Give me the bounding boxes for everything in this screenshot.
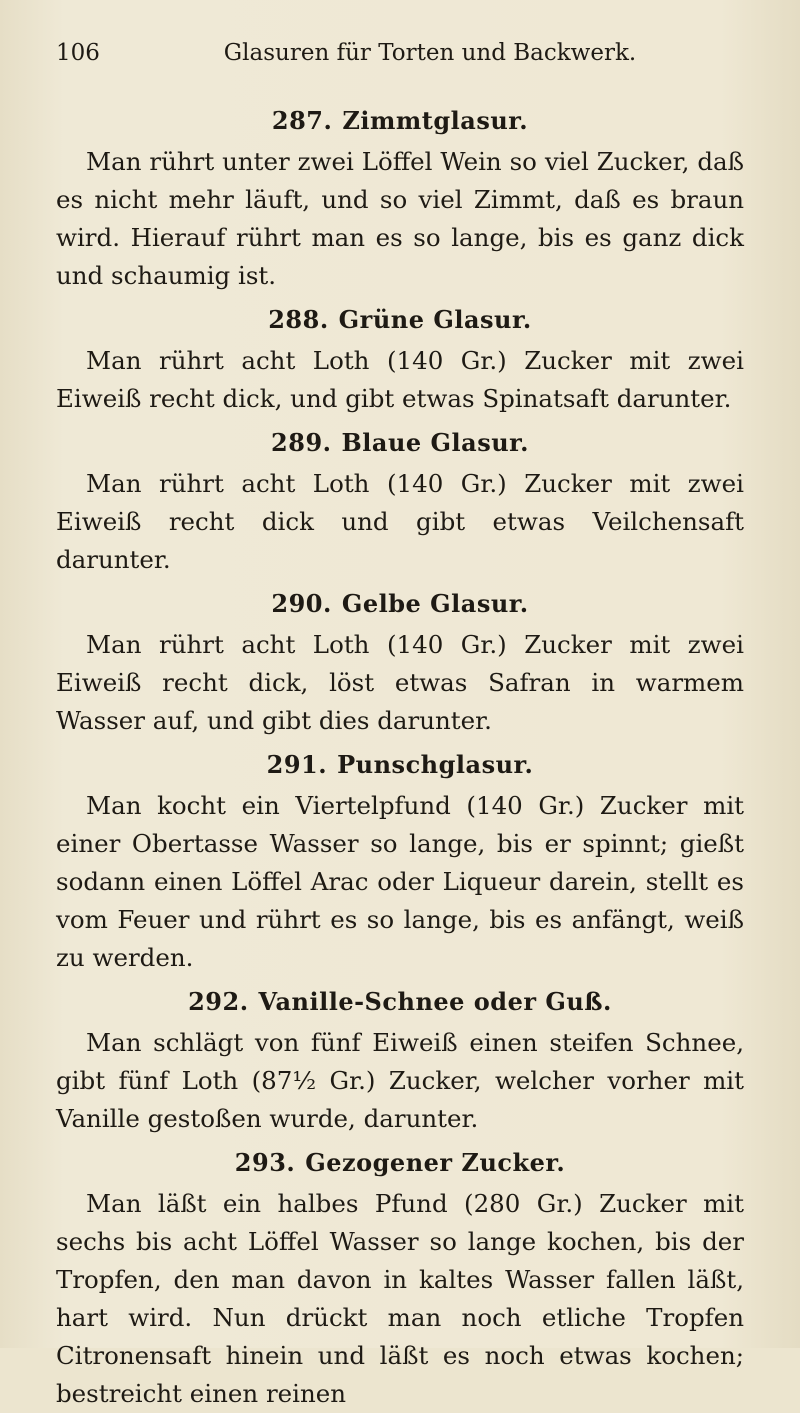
recipe-text: Man läßt ein halbes Pfund (280 Gr.) Zucker mit sechs bis acht Löffel Wasser so lange kochen, bis der Tropfen, den man davon in kaltes Wasser fallen läßt, hart wird. Nun drückt man noch etliche Tropfen Citronensaft hinein und läßt es noch etwas kochen; bestreicht einen reinen <box>56 1189 744 1408</box>
recipe-heading <box>56 305 744 334</box>
recipe-text: Man kocht ein Viertelpfund (140 Gr.) Zucker mit einer Obertasse Wasser so lange, bis er spinnt; gießt sodann einen Löffel Arac oder Liqueur darein, stellt es vom Feuer und rührt es so lange, bis es anfängt, weiß zu werden. <box>56 791 744 972</box>
recipe-text: Man rührt acht Loth (140 Gr.) Zucker mit zwei Eiweiß recht dick, und gibt etwas Spinatsaft darunter. <box>56 346 744 413</box>
recipe-text: Man schlägt von fünf Eiweiß einen steifen Schnee, gibt fünf Loth (87½ Gr.) Zucker, welcher vorher mit Vanille gestoßen wurde, darunter. <box>56 1028 744 1133</box>
recipe-heading <box>56 589 744 618</box>
recipe-number: 293. <box>234 1148 296 1177</box>
recipe-title: Vanille-Schnee oder Guß. <box>258 987 612 1016</box>
recipe-number: 291. <box>266 750 328 779</box>
recipe-heading <box>56 428 744 457</box>
recipe-number: 290. <box>271 589 332 618</box>
recipe-289 <box>56 428 744 579</box>
recipe-number: 289. <box>271 428 332 457</box>
recipe-title: Gezogener Zucker. <box>305 1148 566 1177</box>
recipe-heading <box>56 750 744 779</box>
recipe-287 <box>56 106 744 295</box>
recipe-title: Punschglasur. <box>337 750 534 779</box>
recipe-heading <box>56 987 744 1016</box>
page-header <box>56 40 744 84</box>
recipe-title: Grüne Glasur. <box>338 305 532 334</box>
recipe-288 <box>56 305 744 418</box>
recipe-title: Blaue Glasur. <box>341 428 529 457</box>
page-number: 106 <box>56 40 100 66</box>
recipe-291 <box>56 750 744 977</box>
recipe-number: 287. <box>271 106 333 135</box>
running-title: Glasuren für Torten und Backwerk. <box>223 40 637 66</box>
recipe-293 <box>56 1148 744 1413</box>
recipe-292 <box>56 987 744 1138</box>
recipe-heading <box>56 106 744 135</box>
recipe-text: Man rührt unter zwei Löffel Wein so viel Zucker, daß es nicht mehr läuft, und so viel Zimmt, daß es braun wird. Hierauf rührt man es so lange, bis es ganz dick und schaumig ist. <box>56 147 744 290</box>
recipe-number: 288. <box>268 305 329 334</box>
recipe-heading <box>56 1148 744 1177</box>
recipe-title: Gelbe Glasur. <box>341 589 529 618</box>
recipe-text: Man rührt acht Loth (140 Gr.) Zucker mit zwei Eiweiß recht dick, löst etwas Safran in warmem Wasser auf, und gibt dies darunter. <box>56 630 744 735</box>
recipe-number: 292. <box>188 987 249 1016</box>
recipe-title: Zimmtglasur. <box>342 106 529 135</box>
recipe-text: Man rührt acht Loth (140 Gr.) Zucker mit zwei Eiweiß recht dick und gibt etwas Veilchensaft darunter. <box>56 469 744 574</box>
recipe-290 <box>56 589 744 740</box>
